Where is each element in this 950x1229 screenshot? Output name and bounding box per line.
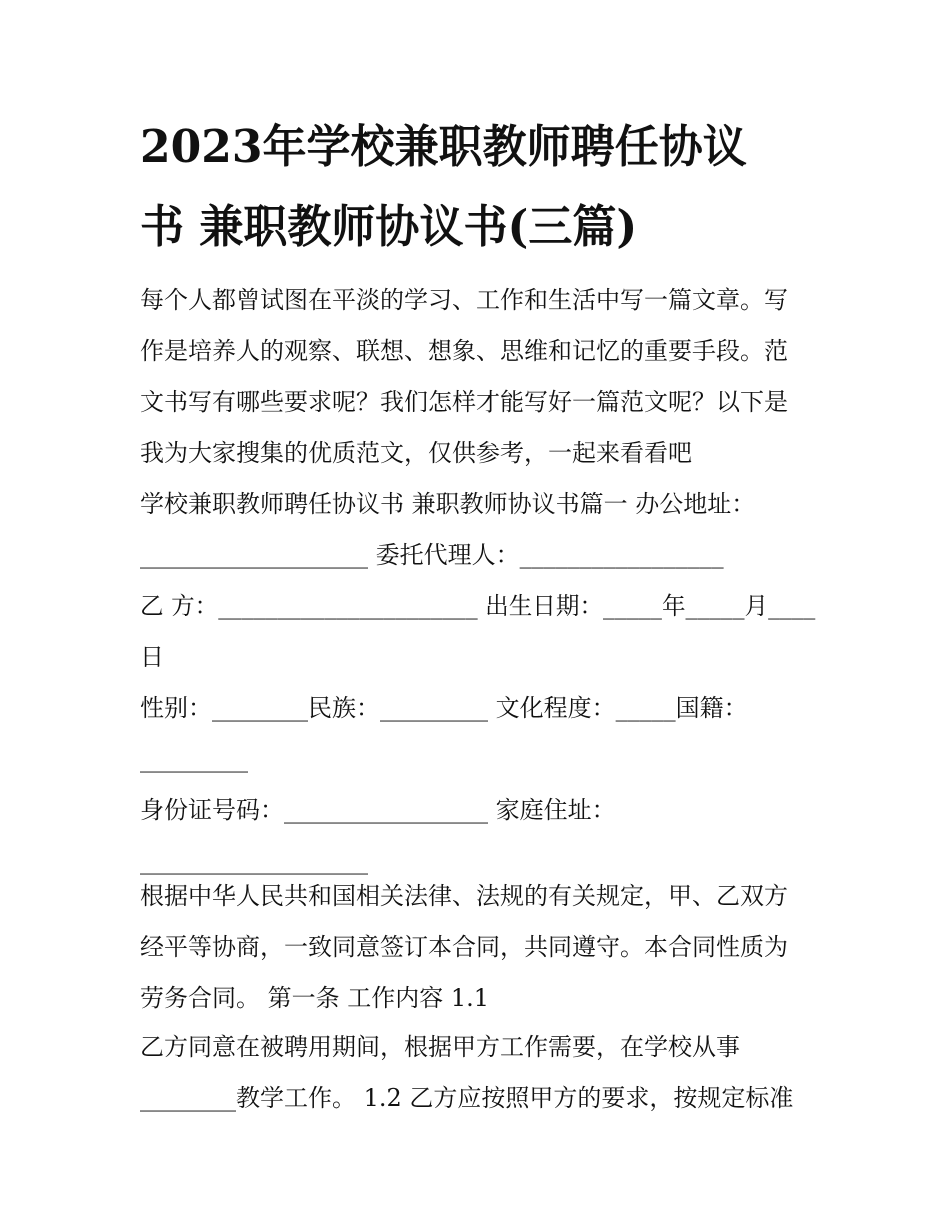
body-text-line: 经平等协商，一致同意签订本合同，共同遵守。本合同性质为 <box>140 933 788 961</box>
form-field-line: 身份证号码：_________________ 家庭住址： <box>140 796 616 824</box>
body-text-line: 每个人都曾试图在平淡的学习、工作和生活中写一篇文章。写 <box>140 286 788 314</box>
body-text-line: 乙方同意在被聘用期间，根据甲方工作需要，在学校从事 <box>140 1033 740 1061</box>
body-text-line: 学校兼职教师聘任协议书 兼职教师协议书篇一 办公地址： <box>140 490 756 518</box>
form-field-line: ___________________ 委托代理人：_________________ <box>140 541 724 569</box>
form-field-line: 性别：________民族：_________ 文化程度：_____国籍： <box>140 694 748 722</box>
body-text-line: 根据中华人民共和国相关法律、法规的有关规定，甲、乙双方 <box>140 882 788 910</box>
form-field-line: 日 <box>140 643 164 671</box>
body-text-line: ________教学工作。 1.2 乙方应按照甲方的要求，按规定标准 <box>140 1084 794 1112</box>
body-text-line: 作是培养人的观察、联想、想象、思维和记忆的重要手段。范 <box>140 337 788 365</box>
form-field-line: _________ <box>140 745 248 773</box>
document-title-line-2: 书 兼职教师协议书(三篇) <box>140 200 638 253</box>
body-text-line: 劳务合同。 第一条 工作内容 1.1 <box>140 984 490 1012</box>
body-text-line: 我为大家搜集的优质范文，仅供参考，一起来看看吧 <box>140 439 692 467</box>
form-field-line: ___________________ <box>140 847 368 875</box>
form-field-line: 乙 方：______________________ 出生日期：_____年_____月____ <box>140 592 816 620</box>
body-text-line: 文书写有哪些要求呢？我们怎样才能写好一篇范文呢？以下是 <box>140 388 788 416</box>
document-title-line-1: 2023年学校兼职教师聘任协议 <box>140 120 747 173</box>
